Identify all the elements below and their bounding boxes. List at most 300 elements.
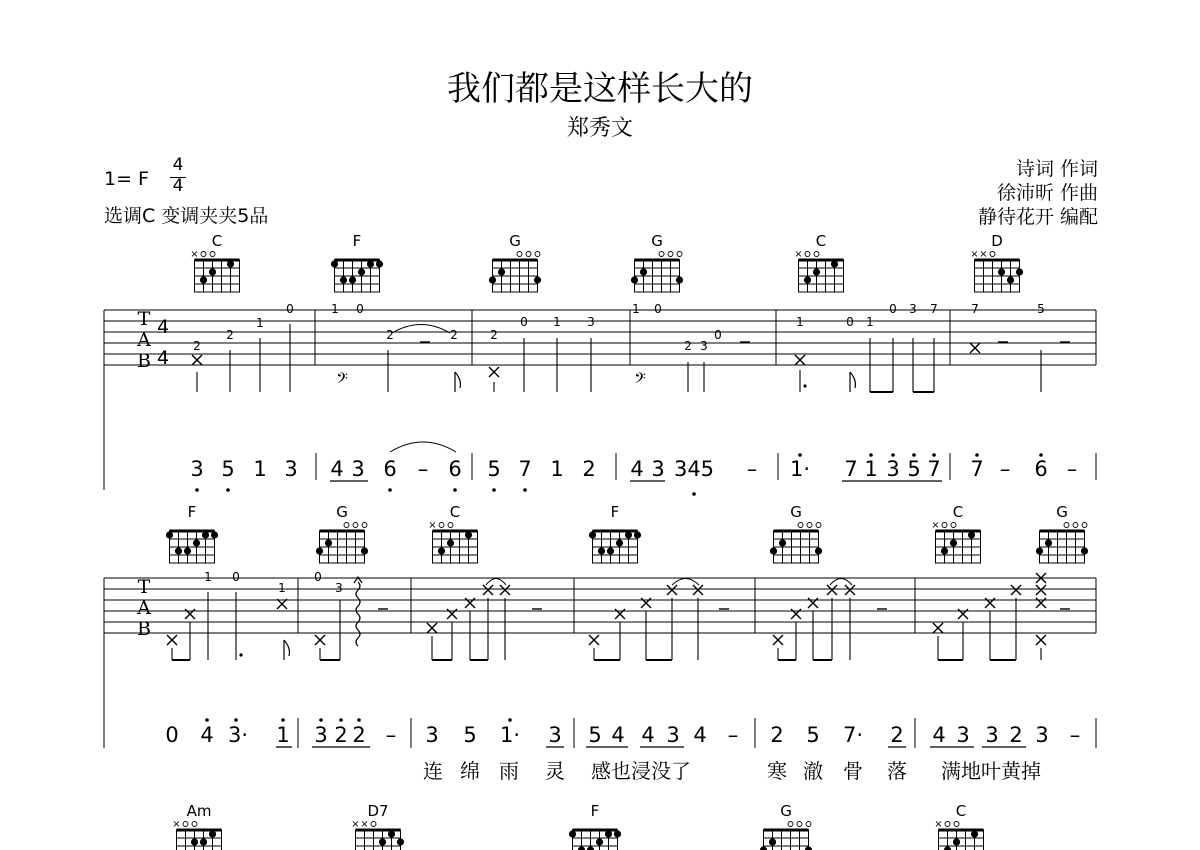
chord-name: C	[952, 503, 964, 521]
finger-dot	[367, 260, 374, 267]
x-note	[483, 585, 493, 595]
jianpu-note: –	[1069, 723, 1081, 747]
octave-dot-low	[692, 492, 696, 496]
chord-name: G	[336, 503, 348, 521]
arranger-credit: 静待花开 编配	[977, 206, 1098, 228]
lyric-text: 满地叶黄掉	[941, 759, 1041, 783]
finger-dot	[331, 260, 338, 267]
open-mark	[806, 822, 811, 827]
chord-name: C	[449, 503, 461, 521]
finger-dot	[200, 838, 207, 845]
jianpu-note: 3	[1035, 723, 1049, 747]
finger-dot	[1081, 547, 1088, 554]
dot	[239, 653, 242, 656]
open-mark	[526, 252, 531, 257]
jianpu-note: 2	[582, 457, 596, 481]
chord-name: F	[187, 503, 197, 521]
finger-dot	[760, 846, 767, 850]
finger-dot	[815, 547, 822, 554]
octave-dot-high	[869, 453, 873, 457]
tab-fret-number: 0	[889, 302, 897, 316]
tab-clef-letter: T	[137, 308, 151, 330]
finger-dot	[578, 846, 585, 850]
lyric-text: 寒	[767, 759, 787, 783]
jianpu-note: 7	[844, 457, 858, 481]
jianpu-note: –	[385, 723, 397, 747]
tab-fret-number: 1	[204, 570, 212, 584]
jianpu-note: 4	[630, 457, 644, 481]
x-note	[827, 585, 837, 595]
jianpu-note: 3	[425, 723, 439, 747]
finger-dot	[191, 838, 198, 845]
jianpu-note: 3	[985, 723, 999, 747]
chord-diagram	[489, 232, 541, 292]
x-note	[1036, 585, 1046, 595]
open-mark	[945, 822, 950, 827]
finger-dot	[607, 547, 614, 554]
open-mark	[954, 822, 959, 827]
chord-diagram	[316, 503, 368, 563]
finger-dot	[227, 260, 234, 267]
jianpu-note: 7	[518, 457, 532, 481]
finger-dot	[388, 830, 395, 837]
x-note	[489, 367, 499, 377]
mute-mark: ×	[190, 249, 199, 260]
tab-fret-number: 5	[1037, 302, 1045, 316]
finger-dot	[209, 268, 216, 275]
chord-name: D7	[367, 802, 389, 820]
mute-mark: ×	[351, 819, 360, 830]
finger-dot	[640, 268, 647, 275]
lyric-text: 落	[887, 759, 907, 783]
x-note	[1036, 635, 1046, 645]
octave-dot-high	[205, 718, 209, 722]
tie-arc	[486, 579, 506, 586]
finger-dot	[779, 539, 786, 546]
open-mark	[816, 523, 821, 528]
octave-dot-high	[975, 453, 979, 457]
jianpu-note: –	[727, 723, 739, 747]
finger-dot	[376, 260, 383, 267]
jianpu-note: 7	[927, 457, 941, 481]
octave-dot-high	[339, 718, 343, 722]
composer-credit: 徐沛昕 作曲	[996, 182, 1098, 204]
jianpu-note: –	[417, 457, 429, 481]
jianpu-note: 4	[611, 723, 625, 747]
open-mark	[659, 252, 664, 257]
dot	[803, 384, 806, 387]
finger-dot	[569, 830, 576, 837]
tab-clef-letter: A	[137, 329, 151, 351]
jianpu-note: 5	[487, 457, 501, 481]
jianpu-note: 5	[806, 723, 820, 747]
x-note	[315, 635, 325, 645]
chord-name: G	[509, 232, 521, 250]
jianpu-note: 1·	[499, 723, 521, 747]
octave-dot-high	[798, 453, 802, 457]
lyric-text: 连	[423, 759, 443, 783]
open-mark	[535, 252, 540, 257]
jianpu-note: 3·	[227, 723, 249, 747]
jianpu-note: 2	[890, 723, 904, 747]
tab-clef-letter: B	[137, 618, 151, 640]
tab-fret-number: 0	[846, 315, 854, 329]
chord-name: Am	[186, 802, 212, 820]
tab-fret-number: 2	[386, 328, 394, 342]
finger-dot	[953, 838, 960, 845]
finger-dot	[941, 547, 948, 554]
mute-mark: ×	[970, 249, 979, 260]
jianpu-note: 345	[673, 457, 715, 481]
x-note	[970, 343, 980, 353]
tab-fret-number: 2	[684, 339, 692, 353]
finger-dot	[596, 838, 603, 845]
tab-clef-letter: T	[137, 576, 151, 598]
mute-mark: ×	[931, 520, 940, 531]
mute-mark: ×	[794, 249, 803, 260]
open-mark	[951, 523, 956, 528]
open-mark	[517, 252, 522, 257]
finger-dot	[325, 539, 332, 546]
finger-dot	[770, 547, 777, 554]
open-mark	[192, 822, 197, 827]
time-signature-bottom: 4	[170, 177, 186, 195]
jianpu-note: 3	[314, 723, 328, 747]
tab-fret-number: 2	[193, 339, 201, 353]
jianpu-note: 3	[190, 457, 204, 481]
jianpu-note: 4	[932, 723, 946, 747]
tab-fret-number: 1	[632, 302, 640, 316]
open-mark	[807, 523, 812, 528]
octave-dot-low	[195, 488, 199, 492]
finger-dot	[589, 531, 596, 538]
x-note	[795, 355, 805, 365]
lyric-text: 骨	[843, 759, 863, 783]
jianpu-note: 3	[666, 723, 680, 747]
jianpu-note: 1·	[789, 457, 811, 481]
jianpu-note: 7	[970, 457, 984, 481]
chord-diagram	[934, 802, 983, 850]
chord-name: D	[991, 232, 1003, 250]
key-signature: 1= F	[104, 168, 149, 190]
tab-fret-number: 0	[356, 302, 364, 316]
finger-dot	[950, 539, 957, 546]
chord-name: G	[780, 802, 792, 820]
chord-diagram	[428, 503, 477, 563]
tab-fret-number: 2	[450, 328, 458, 342]
jianpu-note: 6	[383, 457, 397, 481]
finger-dot	[202, 531, 209, 538]
tie-arc	[830, 579, 852, 586]
finger-dot	[813, 268, 820, 275]
finger-dot	[676, 276, 683, 283]
chord-diagram	[589, 503, 641, 563]
octave-dot-low	[226, 488, 230, 492]
octave-dot-high	[319, 718, 323, 722]
tab-fret-number: 7	[971, 302, 979, 316]
mute-mark: ×	[979, 249, 988, 260]
finger-dot	[465, 531, 472, 538]
tab-fret-number: 0	[714, 328, 722, 342]
finger-dot	[489, 276, 496, 283]
jianpu-note: 3	[351, 457, 365, 481]
finger-dot	[193, 539, 200, 546]
finger-dot	[166, 531, 173, 538]
bass-note-glyph: 𝄢	[336, 370, 348, 391]
open-mark	[210, 252, 215, 257]
chord-name: C	[815, 232, 827, 250]
finger-dot	[605, 830, 612, 837]
chord-name: G	[651, 232, 663, 250]
lyric-text: 感也浸没了	[591, 759, 691, 783]
song-title: 我们都是这样长大的	[447, 69, 753, 109]
tab-fret-number: 2	[226, 328, 234, 342]
tab-fret-number: 0	[314, 570, 322, 584]
finger-dot	[805, 846, 812, 850]
finger-dot	[625, 531, 632, 538]
chord-diagram	[770, 503, 822, 563]
open-mark	[371, 822, 376, 827]
jianpu-note: –	[1066, 457, 1078, 481]
open-mark	[353, 523, 358, 528]
x-note	[1011, 585, 1021, 595]
jianpu-note: 4	[641, 723, 655, 747]
jianpu-note: 5	[221, 457, 235, 481]
open-mark	[668, 252, 673, 257]
finger-dot	[340, 276, 347, 283]
mute-mark: ×	[934, 819, 943, 830]
jianpu-note: 3	[651, 457, 665, 481]
lyric-text: 澈	[803, 759, 823, 783]
jianpu-note: 3	[548, 723, 562, 747]
finger-dot	[634, 531, 641, 538]
tab-fret-number: 1	[278, 581, 286, 595]
finger-dot	[614, 830, 621, 837]
eighth-flag	[850, 372, 855, 392]
jianpu-note: 1	[864, 457, 878, 481]
octave-dot-high	[281, 718, 285, 722]
finger-dot	[587, 846, 594, 850]
open-mark	[1073, 523, 1078, 528]
chord-diagram	[1036, 503, 1088, 563]
jianpu-note: 4	[200, 723, 214, 747]
finger-dot	[498, 268, 505, 275]
eighth-flag	[284, 640, 289, 660]
open-mark	[990, 252, 995, 257]
tab-fret-number: 3	[335, 581, 343, 595]
octave-dot-low	[453, 488, 457, 492]
chord-name: F	[352, 232, 362, 250]
finger-dot	[1016, 268, 1023, 275]
jianpu-note: –	[999, 457, 1011, 481]
jianpu-note: 0	[165, 723, 179, 747]
jianpu-note: 3	[284, 457, 298, 481]
mute-mark: ×	[360, 819, 369, 830]
open-mark	[1064, 523, 1069, 528]
jianpu-note: –	[746, 457, 758, 481]
finger-dot	[349, 276, 356, 283]
x-note	[845, 585, 855, 595]
open-mark	[942, 523, 947, 528]
lyric-text: 绵	[460, 759, 480, 783]
finger-dot	[379, 838, 386, 845]
tab-fret-number: 1	[796, 315, 804, 329]
open-mark	[344, 523, 349, 528]
finger-dot	[211, 531, 218, 538]
tab-fret-number: 3	[587, 315, 595, 329]
octave-dot-high	[234, 718, 238, 722]
finger-dot	[534, 276, 541, 283]
chord-diagram	[166, 503, 218, 563]
bass-note-glyph: 𝄢	[634, 370, 646, 391]
finger-dot	[831, 260, 838, 267]
mute-mark: ×	[428, 520, 437, 531]
lyricist-credit: 诗词 作词	[1015, 158, 1098, 180]
chord-diagram	[569, 802, 621, 850]
jianpu-note: 2	[1009, 723, 1023, 747]
tab-fret-number: 1	[866, 315, 874, 329]
finger-dot	[200, 276, 207, 283]
x-note	[500, 585, 510, 595]
tab-fret-number: 3	[700, 339, 708, 353]
finger-dot	[184, 547, 191, 554]
finger-dot	[971, 830, 978, 837]
finger-dot	[447, 539, 454, 546]
finger-dot	[438, 547, 445, 554]
open-mark	[677, 252, 682, 257]
octave-dot-low	[523, 488, 527, 492]
octave-dot-low	[492, 488, 496, 492]
open-mark	[805, 252, 810, 257]
tab-fret-number: 1	[331, 302, 339, 316]
finger-dot	[358, 268, 365, 275]
chord-diagram	[794, 232, 843, 292]
jianpu-note: 2	[770, 723, 784, 747]
jianpu-note: 5	[463, 723, 477, 747]
x-note	[667, 585, 677, 595]
tab-time-top: 4	[156, 316, 170, 338]
x-note	[192, 355, 202, 365]
chord-name: G	[1056, 503, 1068, 521]
open-mark	[201, 252, 206, 257]
tab-fret-number: 1	[256, 316, 264, 330]
mute-mark: ×	[172, 819, 181, 830]
finger-dot	[397, 838, 404, 845]
octave-dot-low	[388, 488, 392, 492]
jianpu-note: 3	[886, 457, 900, 481]
finger-dot	[804, 276, 811, 283]
time-signature-top: 4	[172, 155, 184, 175]
octave-dot-high	[932, 453, 936, 457]
finger-dot	[316, 547, 323, 554]
jianpu-note: 6	[448, 457, 462, 481]
chord-diagram	[631, 232, 683, 292]
finger-dot	[631, 276, 638, 283]
x-note	[693, 585, 703, 595]
finger-dot	[1036, 547, 1043, 554]
chord-diagram	[931, 503, 980, 563]
tab-clef-letter: A	[137, 597, 151, 619]
finger-dot	[769, 838, 776, 845]
tab-fret-number: 0	[232, 570, 240, 584]
finger-dot	[968, 531, 975, 538]
open-mark	[788, 822, 793, 827]
x-note	[589, 635, 599, 645]
song-artist: 郑秀文	[566, 116, 633, 141]
finger-dot	[616, 539, 623, 546]
octave-dot-high	[912, 453, 916, 457]
jianpu-note: 3	[956, 723, 970, 747]
octave-dot-high	[891, 453, 895, 457]
jianpu-note: 1	[550, 457, 564, 481]
tab-time-bottom: 4	[156, 347, 170, 369]
jianpu-note: 2	[352, 723, 366, 747]
finger-dot	[998, 268, 1005, 275]
jianpu-note: 7·	[842, 723, 864, 747]
finger-dot	[361, 547, 368, 554]
tab-clef-letter: B	[137, 350, 151, 372]
chord-diagram	[970, 232, 1023, 292]
x-note	[427, 623, 437, 633]
capo-note: 选调C 变调夹夹5品	[104, 205, 269, 227]
chord-diagram	[760, 802, 812, 850]
finger-dot	[598, 547, 605, 554]
jianpu-note: 2	[334, 723, 348, 747]
chord-name: C	[955, 802, 967, 820]
tab-fret-number: 1	[553, 315, 561, 329]
octave-dot-high	[357, 718, 361, 722]
tab-fret-number: 0	[520, 315, 528, 329]
jianpu-note: 4	[330, 457, 344, 481]
slur-arc	[390, 442, 456, 452]
jianpu-note: 5	[588, 723, 602, 747]
open-mark	[183, 822, 188, 827]
chord-diagram	[172, 802, 221, 850]
jianpu-note: 5	[907, 457, 921, 481]
chord-name: C	[211, 232, 223, 250]
open-mark	[362, 523, 367, 528]
arpeggio-mark	[356, 582, 360, 646]
x-note	[167, 635, 177, 645]
finger-dot	[1007, 276, 1014, 283]
finger-dot	[209, 830, 216, 837]
octave-dot-high	[508, 718, 512, 722]
chord-diagram	[190, 232, 239, 292]
open-mark	[797, 822, 802, 827]
tab-fret-number: 0	[286, 302, 294, 316]
tab-fret-number: 7	[930, 302, 938, 316]
lyric-text: 雨	[499, 759, 519, 783]
chord-name: G	[790, 503, 802, 521]
finger-dot	[175, 547, 182, 554]
chord-name: F	[610, 503, 620, 521]
tab-fret-number: 3	[909, 302, 917, 316]
x-note	[773, 635, 783, 645]
open-mark	[814, 252, 819, 257]
jianpu-note: 1	[276, 723, 290, 747]
lyric-text: 灵	[545, 759, 565, 783]
open-mark	[439, 523, 444, 528]
jianpu-note: 4	[693, 723, 707, 747]
eighth-flag	[455, 372, 460, 392]
open-mark	[1082, 523, 1087, 528]
x-note	[933, 623, 943, 633]
finger-dot	[1045, 539, 1052, 546]
finger-dot	[944, 846, 951, 850]
chord-diagram	[331, 232, 383, 292]
octave-dot-high	[1039, 453, 1043, 457]
jianpu-note: 1	[253, 457, 267, 481]
